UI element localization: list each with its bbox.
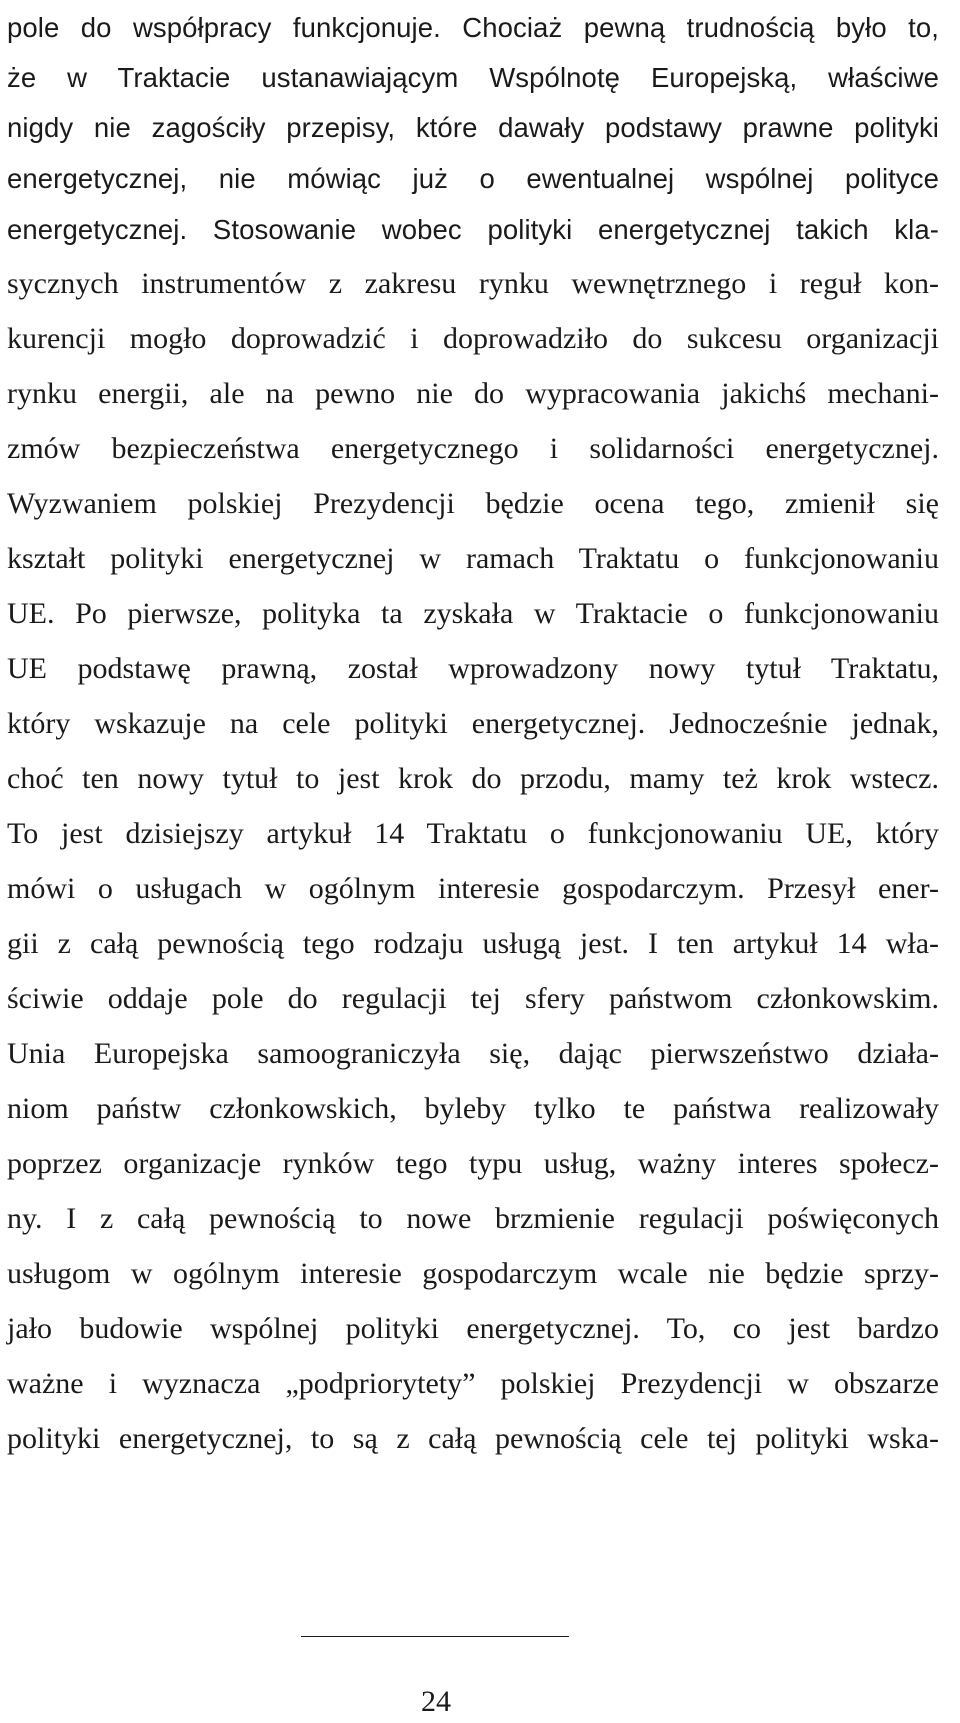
text-line: ściwie oddaje pole do regulacji tej sfery państwom członkowskim. — [7, 982, 939, 1015]
text-line: niom państw członkowskich, byleby tylko te państwa realizowały — [7, 1092, 939, 1125]
text-line: To jest dzisiejszy artykuł 14 Traktatu o funkcjonowaniu UE, który — [7, 817, 939, 850]
text-line: ważne i wyznacza „podpriorytety” polskiej Prezydencji w obszarze — [7, 1367, 939, 1400]
text-line: UE. Po pierwsze, polityka ta zyskała w Traktacie o funkcjonowaniu — [7, 597, 939, 630]
text-line: UE podstawę prawną, został wprowadzony nowy tytuł Traktatu, — [7, 652, 939, 685]
text-line: ny. I z całą pewnością to nowe brzmienie regulacji poświęconych — [7, 1202, 939, 1235]
text-line: że w Traktacie ustanawiającym Wspólnotę Europejską, właściwe — [7, 62, 939, 93]
page-number: 24 — [421, 1685, 451, 1718]
text-line: Wyzwaniem polskiej Prezydencji będzie ocena tego, zmienił się — [7, 487, 939, 520]
text-line: mówi o usługach w ogólnym interesie gospodarczym. Przesył ener- — [7, 872, 939, 905]
text-line: sycznych instrumentów z zakresu rynku wewnętrznego i reguł kon- — [7, 267, 939, 300]
text-line: zmów bezpieczeństwa energetycznego i solidarności energetycznej. — [7, 432, 939, 465]
text-line: nigdy nie zagościły przepisy, które dawały podstawy prawne polityki — [7, 112, 939, 143]
text-line: rynku energii, ale na pewno nie do wypracowania jakichś mechani- — [7, 377, 939, 410]
text-line: kurencji mogło doprowadzić i doprowadziło do sukcesu organizacji — [7, 322, 939, 355]
text-line: polityki energetycznej, to są z całą pewnością cele tej polityki wska- — [7, 1422, 939, 1455]
footer-rule — [301, 1636, 569, 1637]
text-line: pole do współpracy funkcjonuje. Chociaż pewną trudnością było to, — [7, 12, 939, 43]
text-line: energetycznej, nie mówiąc już o ewentualnej wspólnej polityce — [7, 163, 939, 194]
text-line: gii z całą pewnością tego rodzaju usługą jest. I ten artykuł 14 wła- — [7, 927, 939, 960]
text-line: jało budowie wspólnej polityki energetycznej. To, co jest bardzo — [7, 1312, 939, 1345]
text-line: Unia Europejska samoograniczyła się, dając pierwszeństwo działa- — [7, 1037, 939, 1070]
text-line: który wskazuje na cele polityki energetycznej. Jednocześnie jednak, — [7, 707, 939, 740]
text-line: poprzez organizacje rynków tego typu usług, ważny interes społecz- — [7, 1147, 939, 1180]
text-line: energetycznej. Stosowanie wobec polityki energetycznej takich kla- — [7, 214, 939, 245]
text-line: usługom w ogólnym interesie gospodarczym wcale nie będzie sprzy- — [7, 1257, 939, 1290]
text-line: choć ten nowy tytuł to jest krok do przodu, mamy też krok wstecz. — [7, 762, 939, 795]
text-line: kształt polityki energetycznej w ramach Traktatu o funkcjonowaniu — [7, 542, 939, 575]
